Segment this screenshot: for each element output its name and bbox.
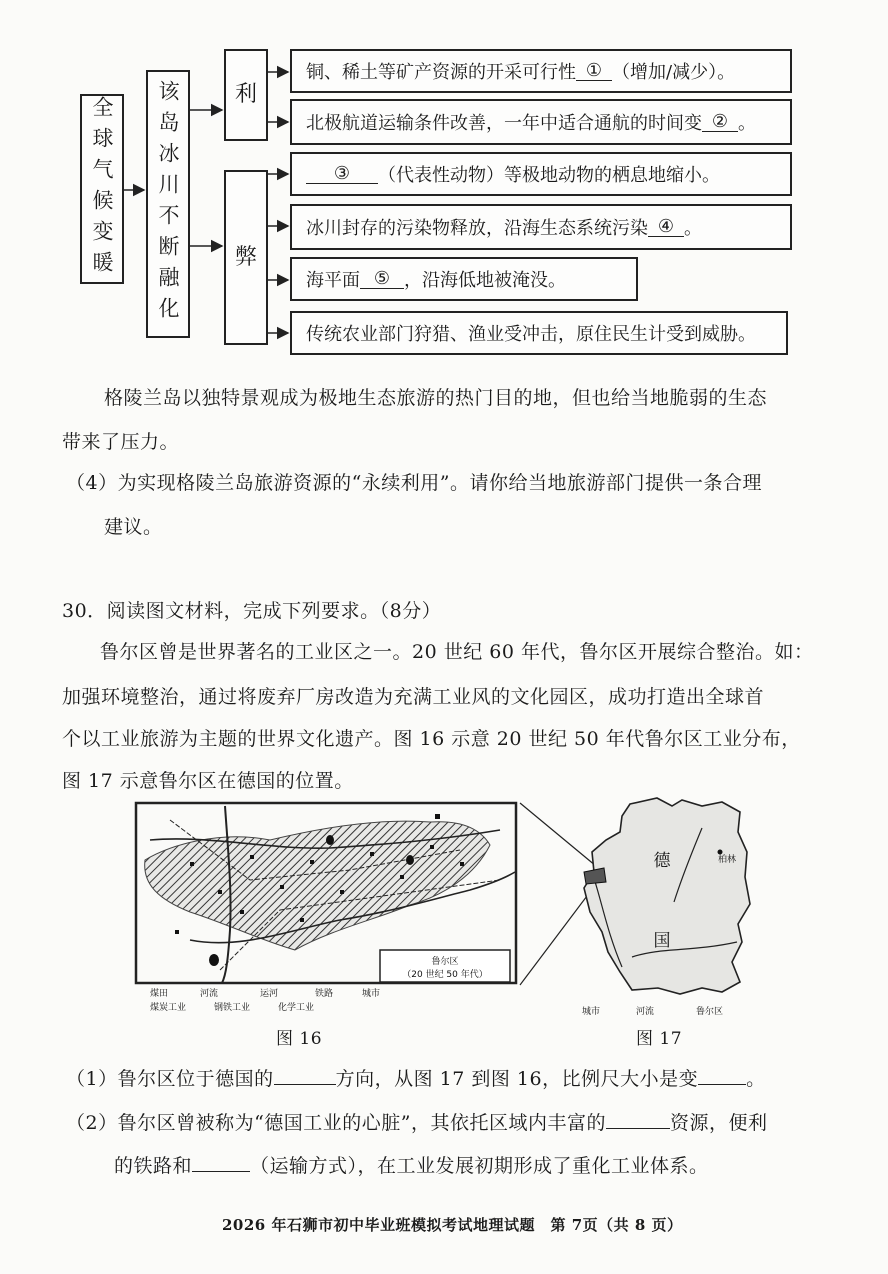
pros-label: 利 xyxy=(234,82,257,107)
q30-1 xyxy=(66,1064,766,1091)
fig17-map xyxy=(562,792,772,1028)
pros-item-2-post: 。 xyxy=(738,113,756,134)
fig16-inset-title: 鲁尔区 xyxy=(431,957,459,967)
q30-line-3: 个以工业旅游为主题的世界文化遗产。图 16 示意 20 世纪 50 年代鲁尔区工业分布， xyxy=(62,728,801,750)
blank-5: ⑤ xyxy=(360,270,404,289)
q30-1-b: 方向，从图 17 到图 16，比例尺大小是变 xyxy=(335,1068,699,1090)
q4-line-2: 建议。 xyxy=(104,516,163,538)
q30-2-blank-b[interactable] xyxy=(192,1153,250,1172)
fig17-label-berlin: 柏林 xyxy=(718,855,737,865)
legend-river: 河流 xyxy=(200,989,219,999)
pros-item-2-pre: 北极航道运输条件改善，一年中适合通航的时间变 xyxy=(306,113,702,134)
fig17-caption: 图 17 xyxy=(636,1029,683,1049)
legend-coalfield: 煤田 xyxy=(150,989,169,999)
blank-1: ① xyxy=(576,62,612,81)
legend-coal-industry: 煤炭工业 xyxy=(150,1003,187,1013)
blank-4: ④ xyxy=(648,218,684,237)
legend-steel-industry: 钢铁工业 xyxy=(214,1003,251,1013)
fig16-caption: 图 16 xyxy=(276,1029,323,1049)
q30-2-b: 资源，便利 xyxy=(670,1112,768,1134)
fig17-legend-city: 城市 xyxy=(582,1007,601,1017)
passage-line-2: 带来了压力。 xyxy=(62,431,180,453)
q4-line-1: （4）为实现格陵兰岛旅游资源的“永续利用”。请你给当地旅游部门提供一条合理 xyxy=(66,472,763,494)
blank-2: ② xyxy=(702,113,738,132)
q30-line-4: 图 17 示意鲁尔区在德国的位置。 xyxy=(62,770,354,792)
effect-text: 该岛冰川不断融化 xyxy=(156,80,180,328)
fig17-legend-ruhr: 鲁尔区 xyxy=(696,1007,724,1017)
fig17-legend xyxy=(582,1005,723,1017)
cause-text: 全球气候变暖 xyxy=(90,96,114,282)
q30-1-blank-a[interactable] xyxy=(274,1066,336,1085)
q30-line-2: 加强环境整治，通过将废弃厂房改造为充满工业风的文化园区，成功打造出全球首 xyxy=(62,686,765,708)
fig16-inset-sub: （20 世纪 50 年代） xyxy=(402,970,488,980)
q30-1-blank-b[interactable] xyxy=(698,1066,746,1085)
legend-railway: 铁路 xyxy=(315,989,334,999)
germany-outline xyxy=(584,798,750,994)
q30-1-a: （1）鲁尔区位于德国的 xyxy=(66,1068,274,1090)
page-footer: 2026 年石狮市初中毕业班模拟考试地理试题 第 7页（共 8 页） xyxy=(222,1216,683,1234)
fig17-label-guo: 国 xyxy=(653,931,671,951)
cons-item-2-post: 。 xyxy=(684,218,702,239)
q30-2-line-1 xyxy=(66,1108,768,1135)
blank-3: ③ xyxy=(306,165,378,184)
ruhr-region-marker xyxy=(584,868,606,884)
q30-2-blank-a[interactable] xyxy=(606,1110,670,1129)
pros-item-1-post: （增加/减少）。 xyxy=(612,62,736,83)
q30-line-1: 鲁尔区曾是世界著名的工业区之一。20 世纪 60 年代，鲁尔区开展综合整治。如： xyxy=(100,641,814,663)
cons-item-3-pre: 海平面 xyxy=(306,270,360,291)
cons-item-4-text: 传统农业部门狩猎、渔业受冲击，原住民生计受到威胁。 xyxy=(306,324,756,345)
legend-canal: 运河 xyxy=(260,989,279,999)
q30-2-c: 的铁路和 xyxy=(114,1155,193,1177)
legend-chemical-industry: 化学工业 xyxy=(278,1003,315,1013)
fig17-legend-river: 河流 xyxy=(636,1007,655,1017)
legend-city: 城市 xyxy=(362,989,381,999)
q30-1-c: 。 xyxy=(746,1068,766,1090)
cons-item-2-pre: 冰川封存的污染物释放，沿海生态系统污染 xyxy=(306,218,648,239)
cons-item-3-post: ，沿海低地被淹没。 xyxy=(404,270,566,291)
q30-2-d: （运输方式），在工业发展初期形成了重化工业体系。 xyxy=(250,1155,709,1177)
passage-line-1: 格陵兰岛以独特景观成为极地生态旅游的热门目的地，但也给当地脆弱的生态 xyxy=(104,387,768,409)
q30-header: 30．阅读图文材料，完成下列要求。（8分） xyxy=(62,600,442,622)
q30-2-line-2 xyxy=(114,1151,709,1178)
berlin-marker xyxy=(718,850,723,855)
fig17-label-de: 德 xyxy=(653,851,671,871)
pros-item-1-pre: 铜、稀土等矿产资源的开采可行性 xyxy=(306,62,576,83)
cons-label: 弊 xyxy=(234,244,257,270)
cons-item-1-post: （代表性动物）等极地动物的栖息地缩小。 xyxy=(378,165,720,186)
q30-2-a: （2）鲁尔区曾被称为“德国工业的心脏”，其依托区域内丰富的 xyxy=(66,1112,607,1134)
